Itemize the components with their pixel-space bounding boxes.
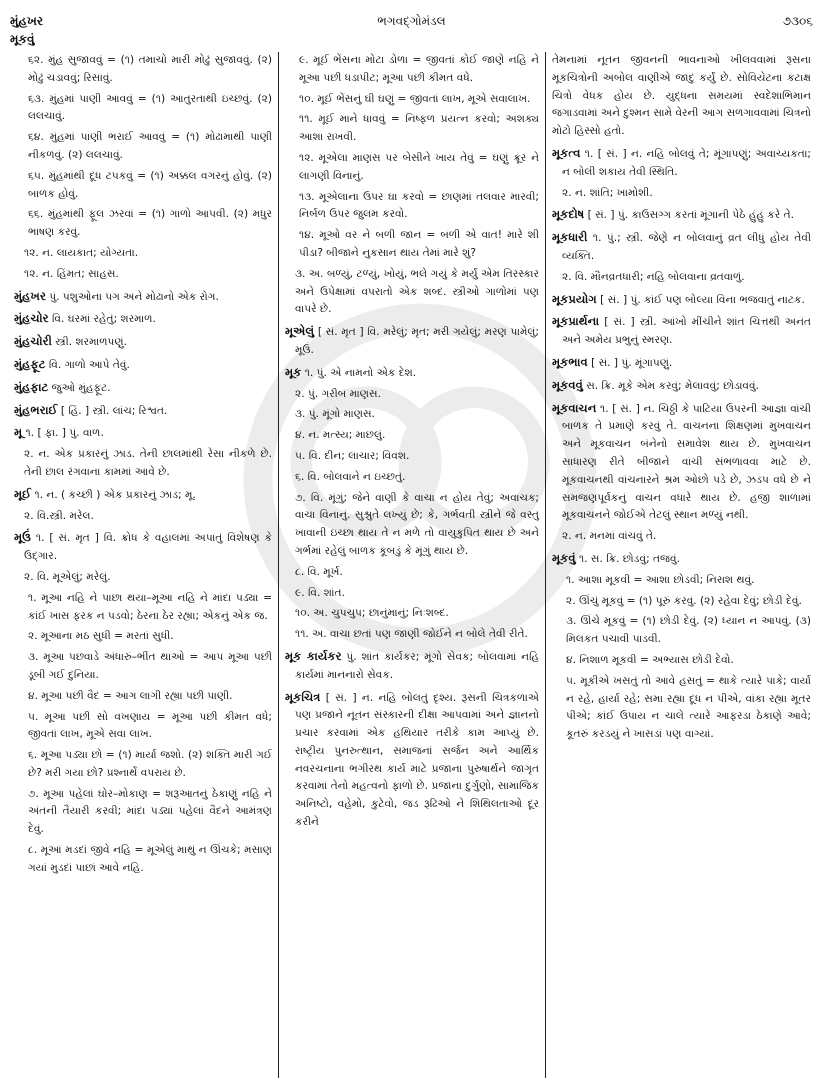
definition-text: ૨. મૂઆના મઠ સુધી = મરતાં સુધી. [28,630,174,643]
definition-text: ૧૦. અ. ચુપચુપ; છાનુંમાનું; નિઃશબ્દ. [295,607,449,620]
headword: મુંહફાટ [14,379,49,394]
definition-text: ૪. ન. મત્સ્ય; માછલું. [295,429,386,442]
definition-text: ૬૩. મુંહમાં પાણી આવવું = (૧) આતુરતાથી ઇચ્છવું. (૨) લલચાવું. [28,92,272,123]
definition-text: ૨. ન. મનમાં વાંચવું તે. [562,530,657,543]
headword: મૂઉં [14,530,31,545]
definition-text: ૬૫. મુંહમાંથી દૂધ ટપકવું = (૧) અક્કલ વગરનું હોવું. (૨) બાળક હોવું. [28,169,272,200]
dictionary-entry [552,400,811,526]
definition-text: ૧. આશા મૂકવી = આશા છોડવી; નિરાશ થવું. [566,573,755,586]
definition-text: ૧. પું. એ નામનો એક દેશ. [301,366,417,379]
entry-sense [285,111,539,147]
definition-text: જુઓ મુંહફૂટ. [48,381,111,394]
definition-text: ૭. વિ. મૂંગું; જેને વાણી કે વાચા ન હોય તેવું; અવાચક; વાચા વિનાનું. સુશ્રુતે લખ્યું છે; કે, ગર્ભવતી સ્ત્રીને જે વસ્તુ ખાવાની ઇચ્છા થાય તે ન મળે તો વાયુકુપિત થાય છે અને ગર્ભમાં રહેલું બાળક કૂબડું કે મૂંગું થાય છે. [295,491,539,557]
headword: મૂકવાચન [552,400,597,415]
headword: મુંહચોરી [14,334,52,349]
definition-text: [ સં. ] ન. નહિ બોલતું દૃશ્ય. રૂસની ચિત્રકળાએ પણ પ્રજાને નૂતન સંસ્કારની દીક્ષા આપવામાં અને જ્ઞાનનો પ્રચાર કરવામાં એક હથિયાર તરીકે કામ આપ્યું છે. રાષ્ટ્રીય પુનરુત્થાન, સમાજનાં સર્જન અને આર્થિક નવરચનાના ભગીરથ કાર્ય માટે પ્રજાના પુરુષાર્થને જાગૃત કરવામાં તેનો મહત્વનો ફાળો છે. પ્રજાના દુર્ગુણો, સામાજિક અનિષ્ટો, વહેમો, કુટેવો, જડ રૂઢિઓ ને શિથિલતાઓ દૂર કરીને [295,691,539,829]
column-3 [546,52,817,1078]
definition-text: ૬૨. મુંહ સુજાવવું = (૧) તમાચો મારી મોઢું સુજાવવું. (૨) મોઢું ચડાવવું; રિસાવું. [28,54,272,84]
definition-text: ૨. પું. ગરીબ માણસ. [295,387,381,400]
definition-text: ૯. વિ. શાંત. [295,586,345,599]
dictionary-entry [552,206,811,225]
definition-text: [ સં. ] પું. મૂંગાપણું. [587,356,673,369]
entry-sense [14,569,272,587]
entry-sense [14,590,272,626]
definition-text: ૧. મૂઆ નહિ ને પાછા થયા–મૂઆ નહિ ને માંદા પડ્યા = કાંઈ ખાસ ફરક ન પડવો; ઠેરના ઠેર રહ્યા; એકનું એક જ. [28,591,272,622]
headword: મૂકદોષ [552,207,585,222]
entry-sense [285,406,539,424]
definition-text: ૩. મૂઆ પછવાડે અંધારું–ભીંત થાઓ = આપ મૂઆ પછી ડૂબી ગઈ દુનિયા. [28,651,272,681]
headword: મૂકપ્રાર્થના [552,314,600,329]
dictionary-entry [285,323,539,360]
definition-text: ૬૪. મુંહમાં પાણી ભરાઈ આવવું = (૧) મોઢામાથી પાણી નીકળવું. (૨) લલચાવું. [28,131,272,161]
entry-sense [552,572,811,590]
definition-text: [ સં. મૃત ] વિ. મરેલું; મૃત; મરી ગયેલું; મરણ પામેલું; મૂઉં. [295,326,539,356]
dictionary-entry [552,291,811,310]
definition-text: ૨. વિ. મૂએલું; મરેલું. [24,570,111,583]
entry-sense [285,52,539,88]
headword: મૂકત્વ [552,145,581,160]
definition-text: ૧. સ. ક્રિ. છોડવું; તજવું. [575,552,681,565]
definition-text: પું. પશુઓના પગ અને મોઢાનો એક રોગ. [45,290,219,303]
dictionary-entry [14,356,272,375]
definition-text: પું. શાંત કાર્યકર; મૂંગો સેવક; બોલવામાં નહિ કાર્યમાં માનનારો સેવક. [295,650,539,681]
dictionary-entry [14,529,272,566]
entry-sense [285,227,539,263]
headword: મૂકપ્રયોગ [552,291,597,306]
guide-word-last: મૂકવું [10,32,35,46]
dictionary-entry [285,364,539,383]
entry-sense [552,269,811,287]
entry-sense [14,52,272,88]
entry-sense [285,91,539,109]
definition-text: ૮. વિ. મૂર્ખ. [295,565,343,578]
definition-text: ૧૧. મૂઈ માને ધાવવું = નિષ્ફળ પ્રયત્ન કરવો; અશક્ય આશા રાખવી. [299,113,539,144]
column-2 [278,52,546,1078]
definition-text: ૧. ન. ( કચ્છી ) એક પ્રકારનું ઝાડ; મૂ. [31,488,196,501]
definition-text: ૧૪. મૂઓ વર ને બળી જાન = બળી એ વાત! મારે શી પીડા? બીજાને નુકસાન થાય તેમાં મારે શું? [299,229,539,259]
headword: મુંહફૂટ [14,356,46,371]
headword: મુંહચોર [14,311,49,326]
definition-text: વિ. ગાળો આપે તેવું. [45,358,130,371]
entry-sense [552,528,811,546]
entry-sense [285,427,539,445]
entry-sense [285,585,539,603]
column-1 [8,52,278,1078]
guide-word-first: મુંહખર [10,14,44,28]
dictionary-entry [552,354,811,373]
definition-text: ૧૨. ન. હિંમત; સાહસ. [24,267,119,280]
definition-text: ૭. મૂઆ પહેલાં ઘોર–મોકાણ = શરૂઆતનું ઠેકાણું નહિ ને અંતની તૈયારી કરવી; માંદા પડ્યાં પહેલાં વૈદને આમંત્રણ દેવું. [28,787,272,836]
dictionary-entry [14,288,272,307]
definition-text: ૧. [ સં. મૃત ] વિ. ક્રોધ કે વહાલમાં અપાતું વિશેષણ કે ઉદ્ગાર. [24,532,272,563]
entry-sense [285,469,539,487]
dictionary-entry [285,648,539,685]
entry-sense [14,446,272,482]
entry-sense [285,386,539,404]
definition-text: સ્ત્રી. શરમાળપણું. [51,336,127,349]
entry-sense [14,649,272,685]
definition-text: ૧૨. ન. લાયકાત; યોગ્યતા. [24,246,139,259]
page-title: ભગવદ્ગોમંડલ [377,14,446,28]
definition-text: ૬. મૂઆ પડ્યા છો = (૧) માર્યા જશો. (૨) શક્તિ મારી ગઈ છે? મરી ગયા છો? પ્રશ્નાર્થે વપરાય છે. [28,749,272,779]
entry-sense [14,168,272,204]
dictionary-entry [14,486,272,505]
definition-text: ૧. [ સં. ] ન. ચિઠ્ઠી કે પાટિયા ઉપરની આજ્ઞા વાંચી બાળક તે પ્રમાણે કરવું તે. વાચનના શિક્ષણમાં મુખવાચન અને મૂકવાચન બંનેનો સમાવેશ થાય છે. મુખવાચન સાધારણ રીતે બીજાને વાંચી સંભળાવવા માટે છે. મૂકવાચનથી વાંચનારને શ્રમ ઓછો પડે છે, ઝડપ વધે છે ને સમજણપૂર્વકનું વાચન વધારે થાય છે. હજી શાળામાં મૂકવાચનને જોઈએ તેટલું સ્થાન મળ્યું નથી. [562,402,811,522]
entry-sense [14,91,272,127]
entry-sense [552,185,811,203]
entry-sense [14,508,272,526]
definition-text: વિ. ઘરમાં રહેતું; શરમાળ. [48,313,156,326]
dictionary-entry [552,377,811,396]
headword: મૂકવું [552,550,576,565]
definition-text: [ સં. ] પું. કાઉસગ્ગ કરતાં મૂંગાની પેઠે હુંહું કરે તે. [584,209,794,222]
definition-text: ૧. [ ફા. ] પું. વાળ. [22,427,104,440]
entry-sense [285,605,539,623]
entry-sense [552,52,811,141]
definition-text: ૧૧. અ. વાચા છતાં પણ જાણી જોઈને ન બોલે તેવી રીતે. [295,628,528,641]
dictionary-entry [14,379,272,398]
dictionary-entry [285,689,539,832]
headword: મૂએલું [285,324,315,339]
entry-sense [14,747,272,783]
definition-text: ૨. ન. શાંતિ; ખામોશી. [562,186,653,199]
entry-sense [285,266,539,319]
entry-sense [14,245,272,263]
headword: મૂકભાવ [552,354,588,369]
definition-text: ૮. મૂઆં મડદાં જીવે નહિ = મૂએલું માથું ન ઊંચકે; મસાણ ગયાં મુડદાં પાછાં આવે નહિ. [28,844,272,874]
dictionary-entry [14,333,272,352]
definition-text: ૧૩. મૂએલાના ઉપર ઘા કરવો = છાણમાં તલવાર મારવી; નિર્બળ ઉપર જુલમ કરવો. [299,190,539,221]
entry-sense [285,564,539,582]
entry-sense [14,688,272,706]
definition-text: ૫. વિ. દીન; લાચાર; વિવશ. [295,449,410,462]
definition-text: [ સં. ] પું. કાંઈ પણ બોલ્યા વિના ભજવાતું નાટક. [596,293,805,306]
definition-text: ૨. ન. એક પ્રકારનું ઝાડ. તેની છાલમાંથી રેસા નીકળે છે. તેની છાલ રંગવાના કામમાં આવે છે. [24,448,272,478]
definition-text: ૧. [ સં. ] ન. નહિ બોલવું તે; મૂંગાપણું; અવાચ્યકતા; ન બોલી શકાય તેવી સ્થિતિ. [562,147,811,178]
headword: મૂકચિત્ર [285,689,321,704]
definition-text: ૨. ઊંચું મૂકવું = (૧) પૂરું કરવું. (૨) રહેવા દેવું; છોડી દેવું. [566,594,802,607]
entry-sense [14,129,272,165]
entry-sense [285,448,539,466]
entry-sense [285,150,539,186]
headword: મૂકધારી [552,230,588,245]
headword: મુંહખર [14,288,46,303]
entry-sense [14,266,272,284]
entry-sense [552,593,811,611]
dictionary-entry [14,310,272,329]
headword: મૂક [285,364,302,379]
definition-text: ૫. મૂકીએ ખસતું તો આવે હસતું = થાકે ત્યારે પાકે; વાર્યા ન રહે, હાર્યા રહે; સમા રહ્યા દૂધ ન પીએ, વાંકા રહ્યા મૂતર પીએ; કાંઈ ઉપાય ન ચાલે ત્યારે આફરડા ઠેકાણે આવે; કૂતરું કરડયું ને ખાસડાં પણ વાગ્યાં. [566,674,811,741]
entry-sense [14,842,272,878]
headword: મૂકવવું [552,377,583,392]
dictionary-entry [552,550,811,569]
headword: મૂ [14,425,23,440]
definition-text: [ સં. ] સ્ત્રી. આંખો મીંચીને શાંત ચિત્તથી અનંત અને અમેય પ્રભુનું સ્મરણ. [562,316,811,347]
entry-sense [285,626,539,644]
page-number: ૭૩૦૬ [782,14,813,28]
dictionary-columns [8,52,817,1078]
definition-text: ૪. નિશાળ મૂકવી = અભ્યાસ છોડી દેવો. [566,653,734,666]
definition-text: ૩. અ. બળ્યું, ટળ્યું, ખોયું, ભલે ગયું કે મર્યું એમ તિરસ્કાર અને ઉપેક્ષામાં વપરાતો એક શબ્દ. સ્ત્રીઓ ગાળોમાં પણ વાપરે છે. [295,267,539,316]
entry-sense [14,786,272,839]
definition-text: ૩. ઊંચે મૂકવું = (૧) છોડી દેવું. (૨) ધ્યાન ન આપવું. (૩) મિલકત પચાવી પાડવી. [566,615,811,646]
entry-sense [552,652,811,670]
definition-text: ૧૦. મૂઈ ભેંસનું ઘી ઘણું = જીવતાં લાખ, મૂએ સવાલાખ. [299,92,531,105]
definition-text: ૬. વિ. બોલવાને ન ઇચ્છતું. [295,470,406,483]
entry-sense [552,673,811,744]
definition-text: ૫. મૂઆ પછી સો વખણાય = મૂઆ પછી કીમત વધે; જીવતાં લાખ, મૂએ સવા લાખ. [28,710,272,741]
definition-text: તેમનામાં નૂતન જીવનની ભાવનાઓ ખીલવવામાં રૂસના મૂકચિત્રોની અબોલ વાણીએ જાદુ કર્યું છે. સોવિયેટના કટાક્ષ ચિત્રો વેધક હોય છે. યુદ્ધના સમયમાં સ્વદેશાભિમાન જગાડવામાં અને દુશ્મન સામે વેરની આગ સળગાવવામાં ચિત્રનો મોટો હિસ્સો હતો. [552,54,811,138]
page-header [10,14,813,32]
headword: મુંહભરાઈ [14,402,58,417]
dictionary-entry [14,402,272,421]
entry-sense [552,613,811,649]
definition-text: ૨. વિ.સ્ત્રી. મરેલ. [24,509,94,522]
definition-text: ૧૨. મૂએલા માણસ પર બેસીને ખાય તેવું = ઘણું ક્રૂર ને લાગણી વિનાનું. [299,151,539,182]
definition-text: ૧. પું.; સ્ત્રી. જેણે ન બોલવાનું વ્રત લીધું હોય તેવી વ્યક્તિ. [562,232,811,262]
dictionary-entry [552,229,811,266]
definition-text: ૨. વિ. મૌનવ્રતધારી; નહિ બોલવાના વ્રતવાળું. [562,270,745,283]
definition-text: [ હિં. ] સ્ત્રી. લાંચ; રિશ્વત. [57,404,168,417]
definition-text: સ. ક્રિ. મૂકે એમ કરવું; મેલાવવું; છોડાવવું. [582,379,759,392]
definition-text: ૯. મૂઈ ભેંસના મોટા ડોળા = જીવતાં કોઈ જાણે નહિ ને મૂઆ પછી ધડાપીટ; મૂઆ પછી કીમત વધે. [299,54,539,84]
dictionary-entry [14,424,272,443]
definition-text: ૬૬. મુંહમાંથી ફૂલ ઝરવાં = (૧) ગાળો આપવી. (૨) મધુર ભાષણ કરવું. [28,208,272,239]
dictionary-entry [552,145,811,182]
headword: મૂઈ [14,486,32,501]
entry-sense [14,709,272,745]
entry-sense [14,628,272,646]
entry-sense [285,189,539,225]
dictionary-entry [552,313,811,350]
definition-text: ૩. પું. મૂંગો માણસ. [295,408,375,421]
entry-sense [285,490,539,561]
definition-text: ૪. મૂઆ પછી વૈદ = આગ લાગી રહ્યા પછી પાણી. [28,689,233,702]
entry-sense [14,206,272,242]
headword: મૂક કાર્યકર [285,648,342,663]
